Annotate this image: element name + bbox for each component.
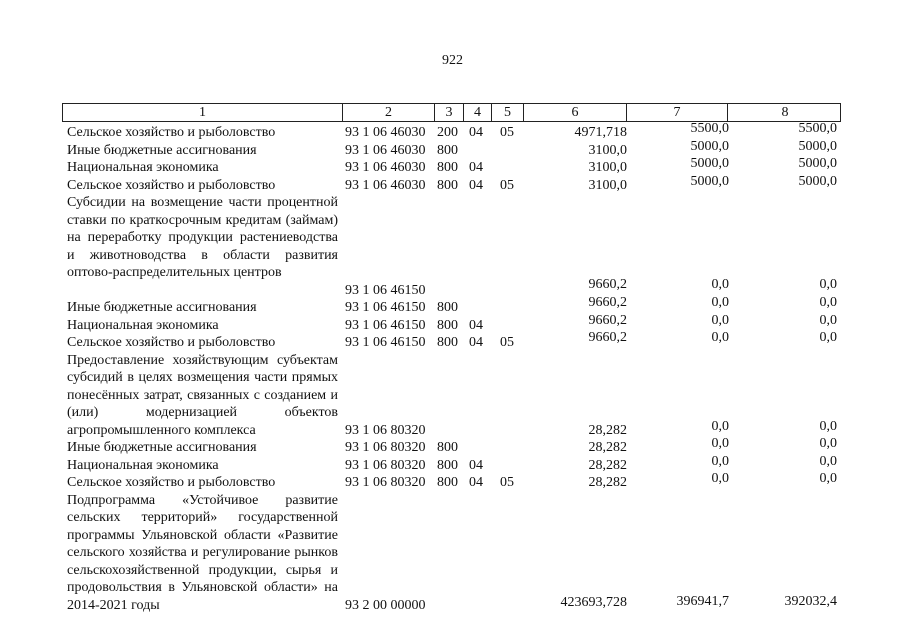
row-code: 93 1 06 80320 [345, 440, 426, 455]
row-pr: 05 [500, 335, 514, 350]
row-vr: 800 [437, 160, 458, 175]
row-value-8: 5000,0 [798, 173, 837, 189]
table-row [0, 471, 905, 492]
row-value-8: 0,0 [819, 453, 837, 469]
row-name: Предоставление хозяйствующим субъектам субсидий в целях возмещения части прямых понесённых затрат, связанных с созданием и (или) модернизацией объектов агропромышленного комплекса [67, 352, 338, 438]
row-rz: 04 [469, 177, 483, 193]
row-name: Национальная экономика [67, 160, 219, 175]
row-name: Субсидии на возмещение части процентной ставки по краткосрочным кредитам (займам) на переработку продукции растениеводства и животноводства в области развития оптово-распределительных центров [67, 195, 338, 280]
row-value-6: 423693,728 [560, 594, 627, 610]
row-name: Национальная экономика [67, 317, 219, 333]
header-col-8: 8 [781, 105, 789, 120]
row-pr: 05 [500, 475, 514, 490]
row-value-6: 28,282 [588, 422, 627, 438]
row-value-6: 3100,0 [588, 177, 627, 193]
table-row [0, 436, 905, 457]
row-code: 93 2 00 00000 [345, 597, 426, 613]
table-body [0, 121, 905, 614]
table-row [0, 312, 905, 335]
row-value-8: 392032,4 [784, 593, 837, 609]
row-value-6: 9660,2 [588, 277, 627, 292]
row-value-8: 0,0 [819, 312, 837, 328]
row-name: Иные бюджетные ассигнования [67, 300, 257, 315]
row-rz: 04 [469, 317, 483, 333]
table-row [0, 352, 905, 440]
header-col-7: 7 [627, 104, 728, 121]
row-value-6: 3100,0 [588, 160, 627, 175]
row-pr: 05 [500, 177, 514, 193]
row-value-7: 0,0 [711, 436, 729, 451]
row-vr: 800 [437, 457, 458, 473]
header-col-2: 2 [343, 104, 435, 121]
row-value-7: 0,0 [711, 312, 729, 328]
row-code: 93 1 06 80320 [345, 457, 426, 473]
row-vr: 200 [437, 125, 458, 140]
row-value-8: 0,0 [819, 277, 837, 292]
row-value-6: 9660,2 [588, 295, 627, 310]
row-name: Иные бюджетные ассигнования [67, 440, 257, 455]
row-name: Подпрограмма «Устойчивое развитие сельских территорий» государственной программы Ульяновской области «Развитие сельского хозяйства и регулирование рынков сельскохозяйственной продукции, сырья и продовольствия в Ульяновской области» на 2014-2021 годы [67, 492, 338, 613]
row-code: 93 1 06 46150 [345, 317, 426, 333]
header-col-3: 3 [435, 104, 464, 121]
table-row [0, 156, 905, 177]
row-name: Национальная экономика [67, 457, 219, 473]
row-value-6: 9660,2 [588, 312, 627, 328]
table-row [0, 330, 905, 352]
table-row [0, 194, 905, 299]
row-value-6: 3100,0 [588, 142, 627, 158]
row-rz: 04 [469, 160, 483, 175]
row-rz: 04 [469, 457, 483, 473]
row-value-8: 5000,0 [798, 156, 837, 171]
row-pr: 05 [500, 125, 514, 140]
row-value-7: 0,0 [711, 453, 729, 469]
row-value-7: 0,0 [711, 330, 729, 345]
row-code: 93 1 06 46030 [345, 142, 426, 158]
row-vr: 800 [437, 142, 458, 158]
row-value-7: 0,0 [711, 471, 729, 486]
table-row [0, 295, 905, 317]
row-value-7: 396941,7 [676, 593, 729, 609]
row-value-8: 0,0 [819, 436, 837, 451]
row-vr: 800 [437, 475, 458, 490]
row-value-6: 28,282 [588, 457, 627, 473]
row-value-8: 5000,0 [798, 138, 837, 154]
table-row [0, 173, 905, 195]
row-rz: 04 [469, 475, 483, 490]
row-value-6: 4971,718 [574, 125, 627, 140]
row-code: 93 1 06 46150 [345, 282, 426, 298]
row-name: Иные бюджетные ассигнования [67, 142, 257, 158]
row-code: 93 1 06 46030 [345, 177, 426, 193]
row-vr: 800 [437, 177, 458, 193]
row-rz: 04 [469, 125, 483, 140]
row-value-8: 5500,0 [798, 121, 837, 136]
row-value-6: 9660,2 [588, 330, 627, 345]
row-value-7: 5000,0 [690, 173, 729, 189]
row-value-6: 28,282 [588, 475, 627, 490]
row-value-8: 0,0 [819, 418, 837, 434]
row-code: 93 1 06 46150 [345, 335, 426, 350]
row-value-8: 0,0 [819, 330, 837, 345]
row-code: 93 1 06 46030 [345, 160, 426, 175]
header-col-5: 5 [492, 104, 524, 121]
row-name: Сельское хозяйство и рыболовство [67, 125, 276, 140]
row-name: Сельское хозяйство и рыболовство [67, 177, 276, 193]
row-vr: 800 [437, 300, 458, 315]
row-code: 93 1 06 80320 [345, 475, 426, 490]
header-col-4: 4 [464, 104, 492, 121]
header-col-6: 6 [524, 104, 627, 121]
row-value-6: 28,282 [588, 440, 627, 455]
row-value-7: 0,0 [711, 277, 729, 292]
row-code: 93 1 06 46030 [345, 125, 426, 140]
row-vr: 800 [437, 317, 458, 333]
row-value-7: 5000,0 [690, 138, 729, 154]
table-row [0, 138, 905, 160]
row-code: 93 1 06 46150 [345, 300, 426, 315]
row-name: Сельское хозяйство и рыболовство [67, 335, 276, 350]
row-value-7: 5000,0 [690, 156, 729, 171]
row-value-7: 0,0 [711, 418, 729, 434]
row-value-7: 5500,0 [690, 121, 729, 136]
row-value-7: 0,0 [711, 295, 729, 310]
row-code: 93 1 06 80320 [345, 422, 426, 438]
row-value-8: 0,0 [819, 471, 837, 486]
page-number: 922 [442, 53, 463, 68]
row-rz: 04 [469, 335, 483, 350]
row-name: Сельское хозяйство и рыболовство [67, 475, 276, 490]
row-vr: 800 [437, 335, 458, 350]
table-row [0, 121, 905, 142]
table-row [0, 492, 905, 615]
header-col-1: 1 [63, 104, 343, 121]
table-row [0, 453, 905, 475]
row-vr: 800 [437, 440, 458, 455]
row-value-8: 0,0 [819, 295, 837, 310]
